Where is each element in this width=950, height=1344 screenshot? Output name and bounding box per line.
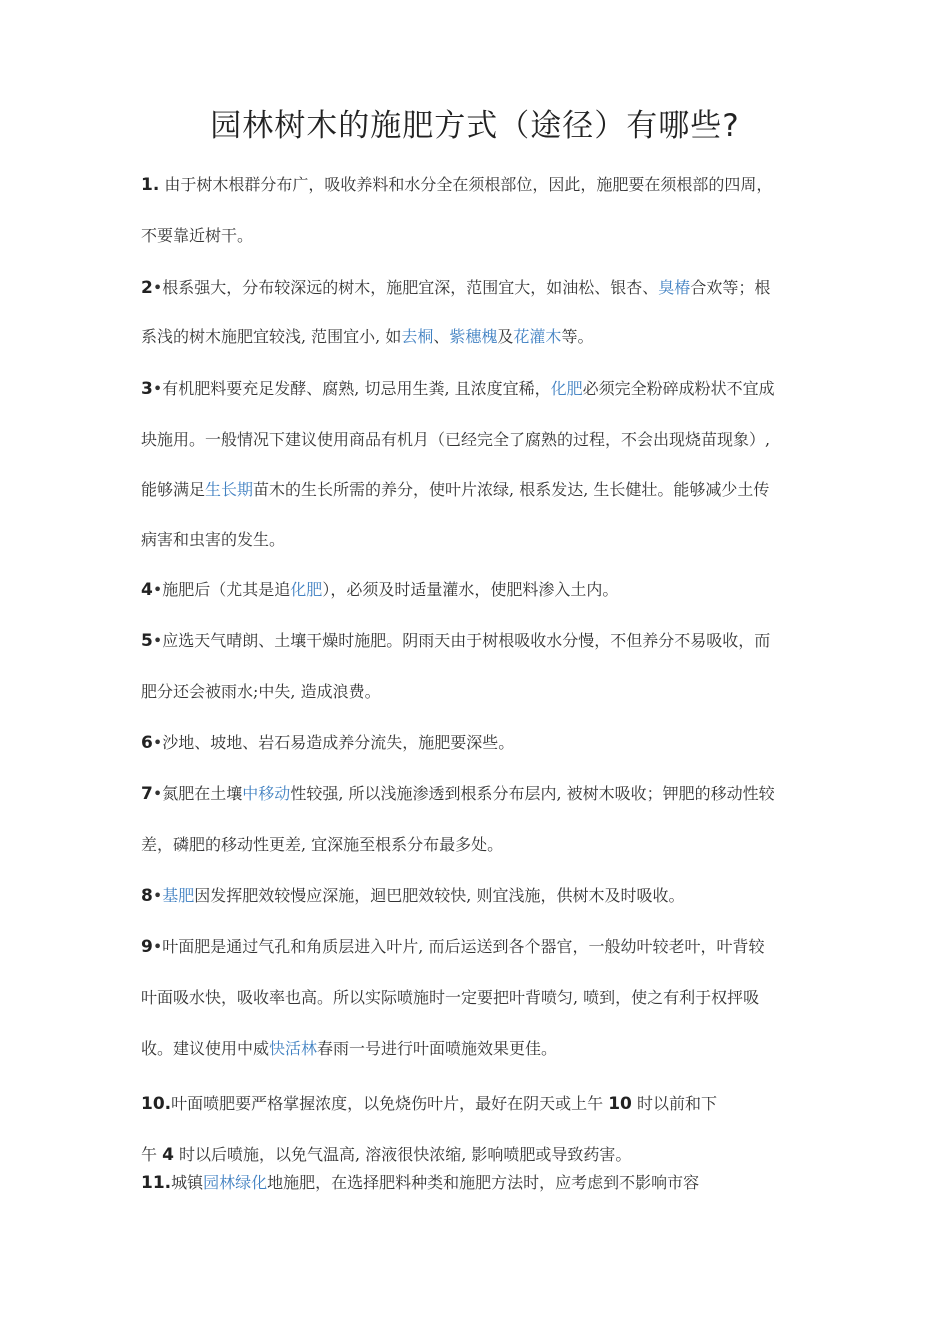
text-line bbox=[141, 377, 831, 401]
text-segment: 差，磷肥的移动性更差, 宜深施至根系分布最多处。 bbox=[141, 835, 504, 854]
text-segment: 地施肥，在选择肥料种类和施肥方法时，应考虑到不影响市容 bbox=[267, 1173, 700, 1192]
text-segment: •施肥后（尤其是追 bbox=[152, 580, 291, 599]
text-segment: •氮肥在土壤 bbox=[152, 784, 243, 803]
text-segment: 及 bbox=[497, 327, 514, 346]
text-line bbox=[141, 528, 831, 552]
text-line bbox=[141, 578, 831, 602]
text-segment: 叶面吸水快，吸收率也高。所以实际喷施时一定要把叶背喷匀, 喷到，使之有利于权抨吸 bbox=[141, 988, 760, 1007]
text-line bbox=[141, 935, 831, 959]
text-segment: 系浅的树木施肥宜较浅, 范围宜小, 如 bbox=[141, 327, 402, 346]
item-number: 10 bbox=[608, 1094, 632, 1114]
text-segment: 时以前和下 bbox=[631, 1094, 717, 1113]
text-line bbox=[141, 428, 831, 452]
text-segment: 合欢等；根 bbox=[690, 278, 771, 297]
text-line bbox=[141, 1171, 831, 1195]
item-number: 5 bbox=[141, 631, 153, 651]
text-segment: 必须完全粉碎成粉状不宜成 bbox=[582, 379, 775, 398]
item-number: 6 bbox=[141, 733, 153, 753]
item-number: 11. bbox=[141, 1173, 172, 1193]
item-number: 4 bbox=[141, 580, 153, 600]
text-segment: •叶面肥是通过气孔和角质层进入叶片, 而后运送到各个器官，一般幼叶较老叶，叶背较 bbox=[152, 937, 765, 956]
text-segment: •根系强大，分布较深远的树木，施肥宜深，范围宜大，如油松、银杏、 bbox=[152, 278, 659, 297]
keyword-link[interactable]: 中移动 bbox=[242, 784, 291, 803]
text-line bbox=[141, 731, 831, 755]
page-title: 园林树木的施肥方式（途径）有哪些? bbox=[210, 108, 740, 144]
text-segment: •沙地、坡地、岩石易造成养分流失，施肥要深些。 bbox=[152, 733, 515, 752]
text-line bbox=[141, 782, 831, 806]
keyword-link[interactable]: 去桐 bbox=[401, 327, 434, 346]
keyword-link[interactable]: 紫穗槐 bbox=[449, 327, 498, 346]
text-segment: 等。 bbox=[561, 327, 594, 346]
text-segment: 时以后喷施，以免气温高, 溶液很快浓缩, 影响喷肥或导致药害。 bbox=[173, 1145, 632, 1164]
keyword-link[interactable]: 园林绿化 bbox=[203, 1173, 268, 1192]
text-line bbox=[141, 833, 831, 857]
keyword-link[interactable]: 基肥 bbox=[162, 886, 195, 905]
text-segment: 城镇 bbox=[171, 1173, 204, 1192]
text-line bbox=[141, 325, 831, 349]
text-line bbox=[141, 276, 831, 300]
text-segment: 性较强, 所以浅施渗透到根系分布层内, 被树木吸收；钾肥的移动性较 bbox=[290, 784, 775, 803]
text-segment: 肥分还会被雨水;中失, 造成浪费。 bbox=[141, 682, 381, 701]
keyword-link[interactable]: 快活林 bbox=[269, 1039, 318, 1058]
text-segment: 块施用。一般情况下建议使用商品有机月（已经完全了腐熟的过程，不会出现烧苗现象）, bbox=[141, 430, 771, 449]
item-number: 9 bbox=[141, 937, 153, 957]
text-segment: 苗木的生长所需的养分，使叶片浓绿, 根系发达, 生长健壮。能够减少土传 bbox=[253, 480, 770, 499]
item-number: 3 bbox=[141, 379, 153, 399]
text-line bbox=[141, 1092, 831, 1116]
text-segment: 不要靠近树干。 bbox=[141, 226, 254, 245]
text-segment: 能够满足 bbox=[141, 480, 206, 499]
text-segment: •有机肥料要充足发酵、腐熟, 切忌用生粪, 且浓度宜稀， bbox=[152, 379, 551, 398]
text-line bbox=[141, 224, 831, 248]
text-segment: 、 bbox=[433, 327, 450, 346]
text-line bbox=[141, 986, 831, 1010]
item-number: 4 bbox=[162, 1145, 174, 1165]
keyword-link[interactable]: 臭椿 bbox=[658, 278, 691, 297]
keyword-link[interactable]: 生长期 bbox=[205, 480, 254, 499]
text-line bbox=[141, 1037, 831, 1061]
keyword-link[interactable]: 化肥 bbox=[290, 580, 323, 599]
text-line bbox=[141, 884, 831, 908]
item-number: 8 bbox=[141, 886, 153, 906]
text-segment: 春雨一号进行叶面喷施效果更佳。 bbox=[317, 1039, 558, 1058]
text-line bbox=[141, 173, 831, 197]
item-number: 10. bbox=[141, 1094, 172, 1114]
text-segment: 由于树木根群分布广，吸收养料和水分全在须根部位，因此，施肥要在须根部的四周， bbox=[159, 175, 773, 194]
text-segment: 午 bbox=[141, 1145, 163, 1164]
text-segment: 叶面喷肥要严格掌握浓度，以免烧伤叶片，最好在阴天或上午 bbox=[171, 1094, 609, 1113]
text-segment: 收。建议使用中威 bbox=[141, 1039, 270, 1058]
text-segment: •应选天气晴朗、土壤干燥时施肥。阴雨天由于树根吸收水分慢，不但养分不易吸收，而 bbox=[152, 631, 771, 650]
text-line bbox=[141, 1143, 831, 1167]
item-number: 2 bbox=[141, 278, 153, 298]
item-number: 7 bbox=[141, 784, 153, 804]
keyword-link[interactable]: 花灌木 bbox=[513, 327, 562, 346]
item-number: 1. bbox=[141, 175, 160, 195]
text-segment: 病害和虫害的发生。 bbox=[141, 530, 286, 549]
text-segment: ），必须及时适量灌水，使肥料渗入土内。 bbox=[322, 580, 619, 599]
text-line bbox=[141, 478, 831, 502]
text-segment: 因发挥肥效较慢应深施，迴巴肥效较快, 则宜浅施，供树木及时吸收。 bbox=[194, 886, 685, 905]
text-line bbox=[141, 680, 831, 704]
keyword-link[interactable]: 化肥 bbox=[550, 379, 583, 398]
text-line bbox=[141, 629, 831, 653]
text-segment: • bbox=[152, 886, 163, 905]
